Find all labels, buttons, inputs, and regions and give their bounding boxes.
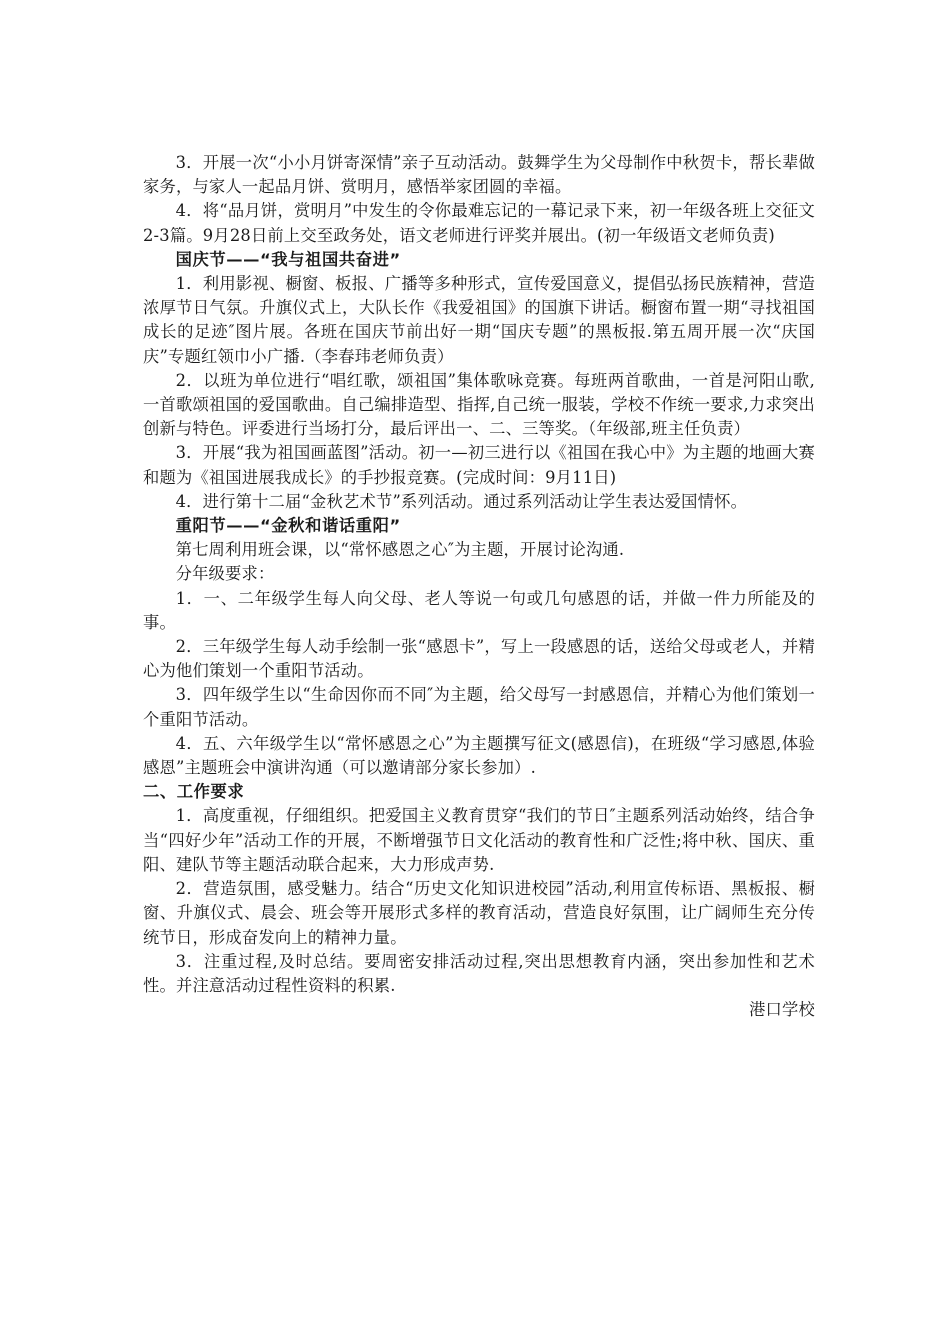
- double-ninth-grade-label: 分年级要求：: [175, 564, 275, 584]
- double-ninth-item-3: 3．四年级学生以“生命因你而不同″为主题，给父母写一封感恩信，并精心为他们策划一个重阳节活动。: [143, 685, 815, 729]
- national-day-heading: 国庆节——“我与祖国共奋进”: [175, 249, 401, 269]
- national-day-item-2: 2．以班为单位进行“唱红歌，颂祖国”集体歌咏竞赛。每班两首歌曲，一首是河阳山歌,一首歌颂祖国的爱国歌曲。自己编排造型、指挥,自己统一服装，学校不作统一要求,力求突出创新与特色。评委进行当场打分，最后评出一、二、三等奖。（年级部,班主任负责）: [143, 370, 815, 439]
- work-requirement-1: 1．高度重视，仔细组织。把爱国主义教育贯穿“我们的节日″主题系列活动始终，结合争当“四好少年”活动工作的开展，不断增强节日文化活动的教育性和广泛性;将中秋、国庆、重阳、建队节等主题活动联合起来，大力形成声势.: [143, 806, 815, 874]
- national-day-item-1: 1．利用影视、橱窗、板报、广播等多种形式，宣传爱国意义，提倡弘扬民族精神，营造浓厚节日气氛。升旗仪式上，大队长作《我爱祖国》的国旗下讲话。橱窗布置一期“寻找祖国成长的足迹″图片展。各班在国庆节前出好一期“国庆专题”的黑板报.第五周开展一次“庆国庆”专题红领巾小广播.（李春玮老师负责）: [143, 274, 815, 366]
- double-ninth-item-1: 1．一、二年级学生每人向父母、老人等说一句或几句感恩的话，并做一件力所能及的事。: [143, 588, 815, 632]
- double-ninth-item-2: 2．三年级学生每人动手绘制一张“感恩卡”，写上一段感恩的话，送给父母或老人，并精心为他们策划一个重阳节活动。: [143, 637, 815, 681]
- national-day-item-4: 4．进行第十二届“金秋艺术节”系列活动。通过系列活动让学生表达爱国情怀。: [175, 491, 748, 511]
- double-ninth-heading: 重阳节——“金秋和谐话重阳”: [175, 516, 401, 536]
- signature: 港口学校: [749, 1000, 815, 1020]
- work-requirement-2: 2．营造氛围，感受魅力。结合“历史文化知识进校园”活动,利用宣传标语、黑板报、橱窗、升旗仪式、晨会、班会等开展形式多样的教育活动，营造良好氛围，让广阔师生充分传统节日，形成奋发向上的精神力量。: [143, 879, 815, 947]
- double-ninth-item-4: 4．五、六年级学生以“常怀感恩之心”为主题撰写征文(感恩信)，在班级“学习感恩,体验感恩”主题班会中演讲沟通（可以邀请部分家长参加）.: [143, 733, 815, 778]
- mid-autumn-item-4: 4．将“品月饼，赏明月”中发生的令你最难忘记的一幕记录下来，初一年级各班上交征文2-3篇。9月28日前上交至政务处，语文老师进行评奖并展出。(初一年级语文老师负责): [143, 201, 815, 245]
- document-body: [143, 151, 815, 1022]
- national-day-item-3: 3．开展“我为祖国画蓝图”活动。初一—初三进行以《祖国在我心中》为主题的地画大赛和题为《祖国进展我成长》的手抄报竞赛。(完成时间：9月11日): [143, 443, 815, 487]
- double-ninth-intro: 第七周利用班会课，以“常怀感恩之心″为主题，开展讨论沟通.: [175, 540, 625, 560]
- mid-autumn-item-3: 3．开展一次“小小月饼寄深情”亲子互动活动。鼓舞学生为父母制作中秋贺卡，帮长辈做家务，与家人一起品月饼、赏明月，感悟举家团圆的幸福。: [143, 153, 815, 197]
- work-requirement-3: 3．注重过程,及时总结。要周密安排活动过程,突出思想教育内涵，突出参加性和艺术性。并注意活动过程性资料的积累.: [143, 951, 815, 995]
- work-requirements-heading: 二、工作要求: [143, 782, 245, 802]
